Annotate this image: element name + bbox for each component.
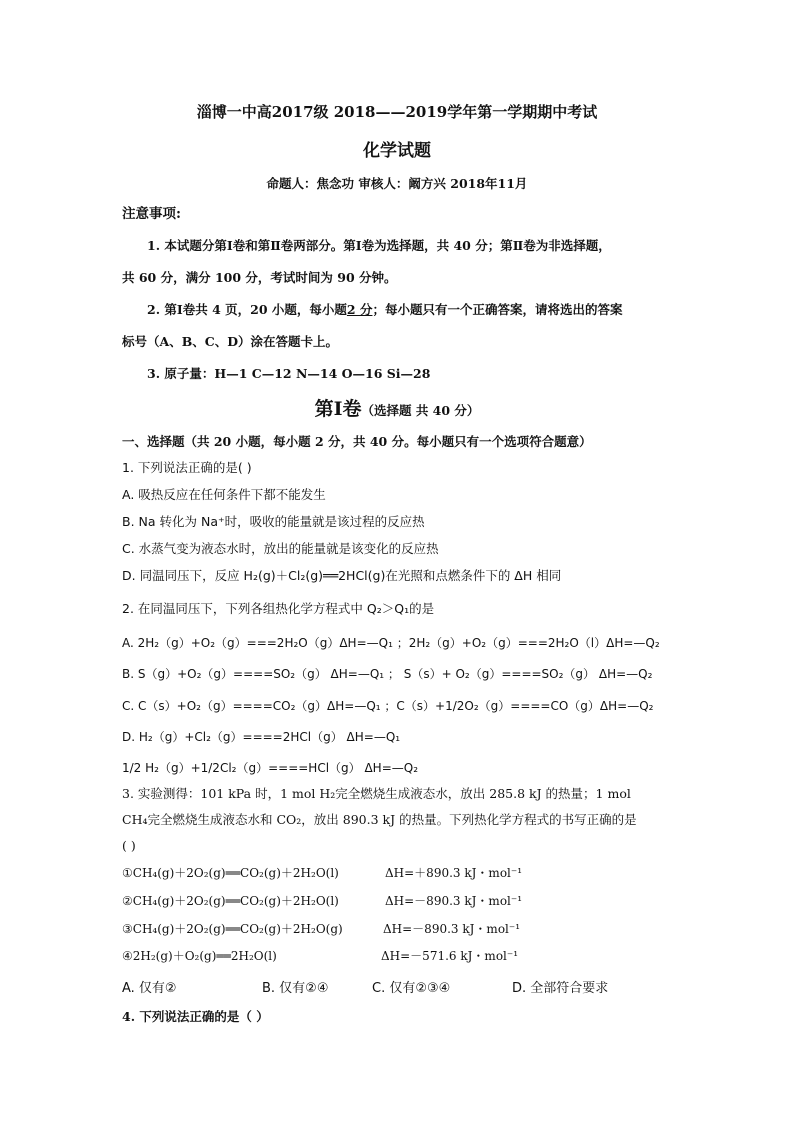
notice-item-2-part-a: 2. 第Ⅰ卷共 4 页，20 小题，每小题 bbox=[147, 302, 347, 317]
question-3-line-3: ( ) bbox=[122, 838, 136, 853]
question-1-option-c: C. 水蒸气变为液态水时，放出的能量就是该变化的反应热 bbox=[122, 541, 439, 556]
authors-line: 命题人：焦念功 审核人：阚方兴 2018年11月 bbox=[266, 176, 528, 191]
question-3-option-d: D. 全部符合要求 bbox=[512, 981, 609, 996]
question-3-option-b: B. 仅有②④ bbox=[262, 981, 329, 996]
question-3-enthalpy-2: ΔH=－890.3 kJ・mol⁻¹ bbox=[385, 894, 523, 908]
subject-title: 化学试题 bbox=[363, 141, 431, 161]
section-1-subtitle: （选择题 共 40 分） bbox=[361, 403, 480, 418]
question-3-option-c: C. 仅有②③④ bbox=[372, 981, 451, 996]
notice-item-2-score: 2 分 bbox=[346, 302, 373, 317]
question-3-equation-1: ①CH₄(g)＋2O₂(g)══CO₂(g)＋2H₂O(l) bbox=[122, 866, 339, 880]
section-1-instruction: 一、选择题（共 20 小题，每小题 2 分，共 40 分。每小题只有一个选项符合题意） bbox=[122, 434, 592, 449]
question-2-stem: 2. 在同温同压下，下列各组热化学方程式中 Q₂＞Q₁的是 bbox=[122, 601, 435, 616]
question-1-option-d: D. 同温同压下，反应 H₂(g)＋Cl₂(g)══2HCl(g)在光照和点燃条件下的 ΔH 相同 bbox=[122, 568, 562, 583]
notice-item-3: 3. 原子量：H—1 C—12 N—14 O—16 Si—28 bbox=[147, 366, 431, 381]
question-3-equation-2: ②CH₄(g)＋2O₂(g)══CO₂(g)＋2H₂O(l) bbox=[122, 894, 339, 908]
question-3-equation-3: ③CH₄(g)＋2O₂(g)══CO₂(g)＋2H₂O(g) bbox=[122, 922, 343, 936]
notice-item-1-line-2: 共 60 分，满分 100 分，考试时间为 90 分钟。 bbox=[122, 270, 397, 285]
exam-header-title: 淄博一中高2017级 2018——2019学年第一学期期中考试 bbox=[196, 103, 598, 121]
question-3-line-2: CH₄完全燃烧生成液态水和 CO₂，放出 890.3 kJ 的热量。下列热化学方程式的书写正确的是 bbox=[122, 812, 637, 827]
question-1-option-a: A. 吸热反应在任何条件下都不能发生 bbox=[122, 487, 326, 502]
notice-item-2-line-2: 标号（A、B、C、D）涂在答题卡上。 bbox=[122, 334, 339, 349]
question-2-option-a: A. 2H₂（g）+O₂（g）===2H₂O（g）ΔH=—Q₁ ；2H₂（g）+O₂（g）===2H₂O（l）ΔH=—Q₂ bbox=[122, 636, 660, 650]
section-1-title bbox=[0, 400, 794, 419]
question-3-enthalpy-1: ΔH=＋890.3 kJ・mol⁻¹ bbox=[385, 866, 523, 880]
question-3-enthalpy-4: ΔH=－571.6 kJ・mol⁻¹ bbox=[381, 949, 519, 963]
notice-item-1-line-1: 1. 本试题分第Ⅰ卷和第Ⅱ卷两部分。第Ⅰ卷为选择题，共 40 分；第Ⅱ卷为非选择题， bbox=[147, 238, 611, 253]
question-1-option-b: B. Na 转化为 Na⁺时，吸收的能量就是该过程的反应热 bbox=[122, 514, 425, 529]
question-2-option-c: C. C（s）+O₂（g）====CO₂（g）ΔH=—Q₁ ；C（s）+1/2O₂（g）====CO（g）ΔH=—Q₂ bbox=[122, 699, 654, 713]
question-3-line-1: 3. 实验测得：101 kPa 时，1 mol H₂完全燃烧生成液态水，放出 285.8 kJ 的热量；1 mol bbox=[122, 786, 631, 801]
question-3-equation-4: ④2H₂(g)＋O₂(g)══2H₂O(l) bbox=[122, 949, 277, 963]
section-1-label: 第Ⅰ卷 bbox=[314, 398, 362, 420]
question-2-option-b: B. S（g）+O₂（g）====SO₂（g） ΔH=—Q₁ ； S（s）+ O₂（g）====SO₂（g） ΔH=—Q₂ bbox=[122, 667, 653, 681]
question-1-stem: 1. 下列说法正确的是( ) bbox=[122, 460, 252, 475]
question-3-option-a: A. 仅有② bbox=[122, 981, 177, 996]
question-4-stem: 4. 下列说法正确的是（ ） bbox=[122, 1009, 269, 1024]
notice-item-2-line-1 bbox=[147, 304, 622, 317]
question-2-option-d-line-2: 1/2 H₂（g）+1/2Cl₂（g）====HCl（g） ΔH=—Q₂ bbox=[122, 761, 419, 775]
question-2-option-d-line-1: D. H₂（g）+Cl₂（g）====2HCl（g） ΔH=—Q₁ bbox=[122, 730, 401, 744]
notice-label: 注意事项: bbox=[122, 206, 181, 222]
question-3-enthalpy-3: ΔH=－890.3 kJ・mol⁻¹ bbox=[383, 922, 521, 936]
notice-item-2-part-b: ；每小题只有一个正确答案，请将选出的答案 bbox=[372, 302, 623, 317]
